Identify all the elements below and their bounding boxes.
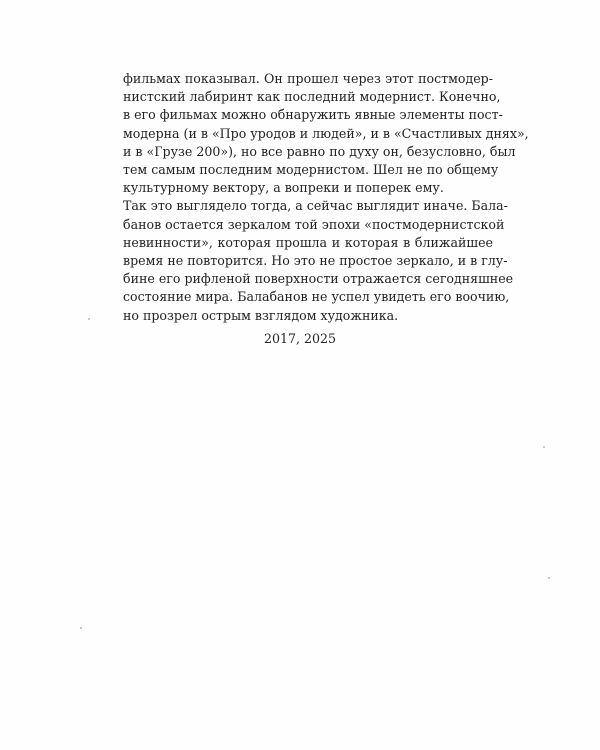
- text-line: бине его рифленой поверхности отражается сегодняшнее: [123, 271, 514, 287]
- text-line: но прозрел острым взглядом художника.: [123, 307, 399, 323]
- text-line: время не повторится. Но это не простое зеркало, и в глу-: [123, 253, 508, 269]
- scan-speck: [543, 446, 545, 448]
- text-line: фильмах показывал. Он прошел через этот постмодер-: [123, 71, 493, 86]
- scan-speck: [88, 318, 90, 320]
- text-line: состояние мира. Балабанов не успел увидеть его воочию,: [123, 289, 510, 305]
- paragraph-1: [123, 70, 529, 197]
- scan-speck: [548, 577, 550, 579]
- text-line: Так это выглядело тогда, а сейчас выглядит иначе. Бала-: [123, 198, 508, 214]
- text-line: тем самым последним модернистом. Шел не по общему: [123, 162, 499, 178]
- text-line: и в «Грузе 200»), но все равно по духу он, безусловно, был: [123, 143, 516, 159]
- text-line: нистский лабиринт как последний модернист. Конечно,: [123, 89, 501, 105]
- main-text: [123, 70, 529, 325]
- text-line: банов остается зеркалом той эпохи «постмодернистской: [123, 216, 505, 232]
- text-line: невинности», которая прошла и которая в ближайшее: [123, 234, 493, 250]
- scan-speck: [80, 627, 82, 629]
- text-line: культурному вектору, а вопреки и поперек ему.: [123, 180, 444, 196]
- text-line: модерна (и в «Про уродов и людей», и в «Счастливых днях»,: [123, 125, 529, 141]
- date-line: 2017, 2025: [263, 331, 337, 346]
- paragraph-2: [123, 197, 514, 324]
- text-line: в его фильмах можно обнаружить явные элементы пост-: [123, 107, 503, 123]
